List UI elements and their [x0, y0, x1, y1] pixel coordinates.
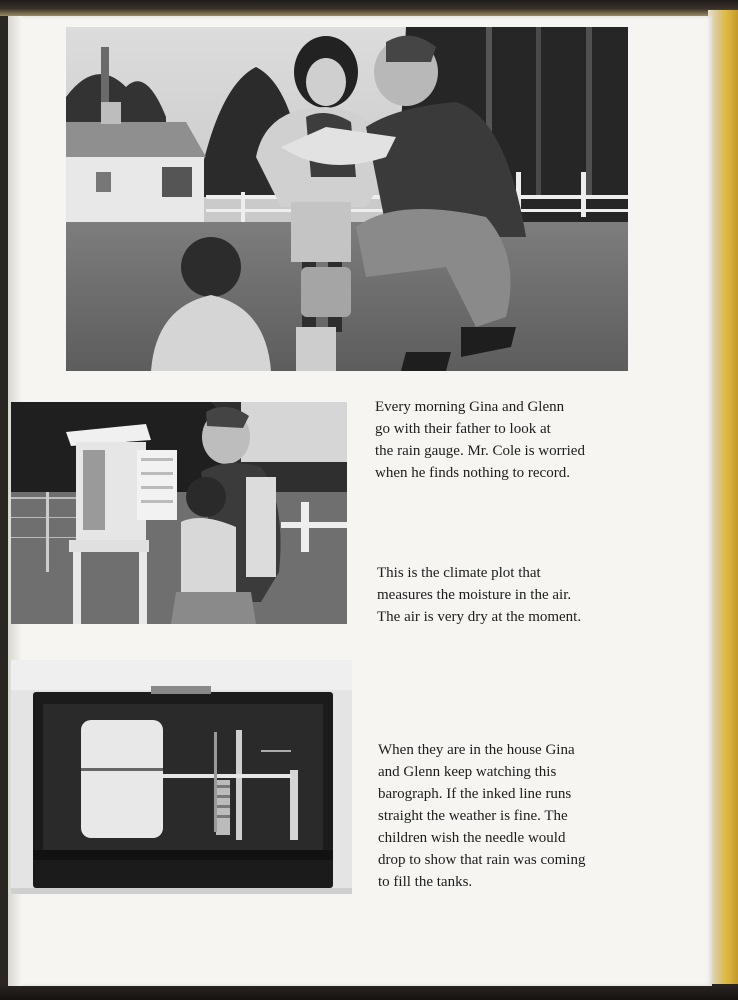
caption-line: when he finds nothing to record.: [375, 465, 570, 481]
caption-line: This is the climate plot that: [377, 565, 541, 581]
caption-line: straight the weather is fine. The: [378, 808, 568, 824]
climate-plot-photo-image: [11, 402, 347, 624]
barograph-caption: [378, 739, 648, 893]
climate-plot-caption: [377, 562, 667, 628]
barograph-photo: [11, 660, 352, 894]
caption-line: drop to show that rain was coming: [378, 852, 586, 868]
caption-line: Every morning Gina and Glenn: [375, 399, 565, 415]
book-bottom-edge: [0, 984, 738, 1000]
caption-line: When they are in the house Gina: [378, 742, 575, 758]
rain-gauge-photo: [66, 27, 628, 371]
caption-line: measures the moisture in the air.: [377, 587, 572, 603]
barograph-photo-image: [11, 660, 352, 894]
rain-gauge-photo-image: [66, 27, 628, 371]
caption-line: barograph. If the inked line runs: [378, 786, 572, 802]
page: [8, 16, 712, 986]
caption-line: go with their father to look at: [375, 421, 551, 437]
caption-line: and Glenn keep watching this: [378, 764, 557, 780]
book-cover-edge: [708, 10, 738, 1000]
caption-line: to fill the tanks.: [378, 874, 473, 890]
caption-line: The air is very dry at the moment.: [377, 609, 582, 625]
rain-gauge-caption: [375, 396, 645, 484]
climate-plot-photo: [11, 402, 347, 624]
caption-line: the rain gauge. Mr. Cole is worried: [375, 443, 585, 459]
book-top-edge: [0, 0, 738, 16]
caption-line: children wish the needle would: [378, 830, 566, 846]
